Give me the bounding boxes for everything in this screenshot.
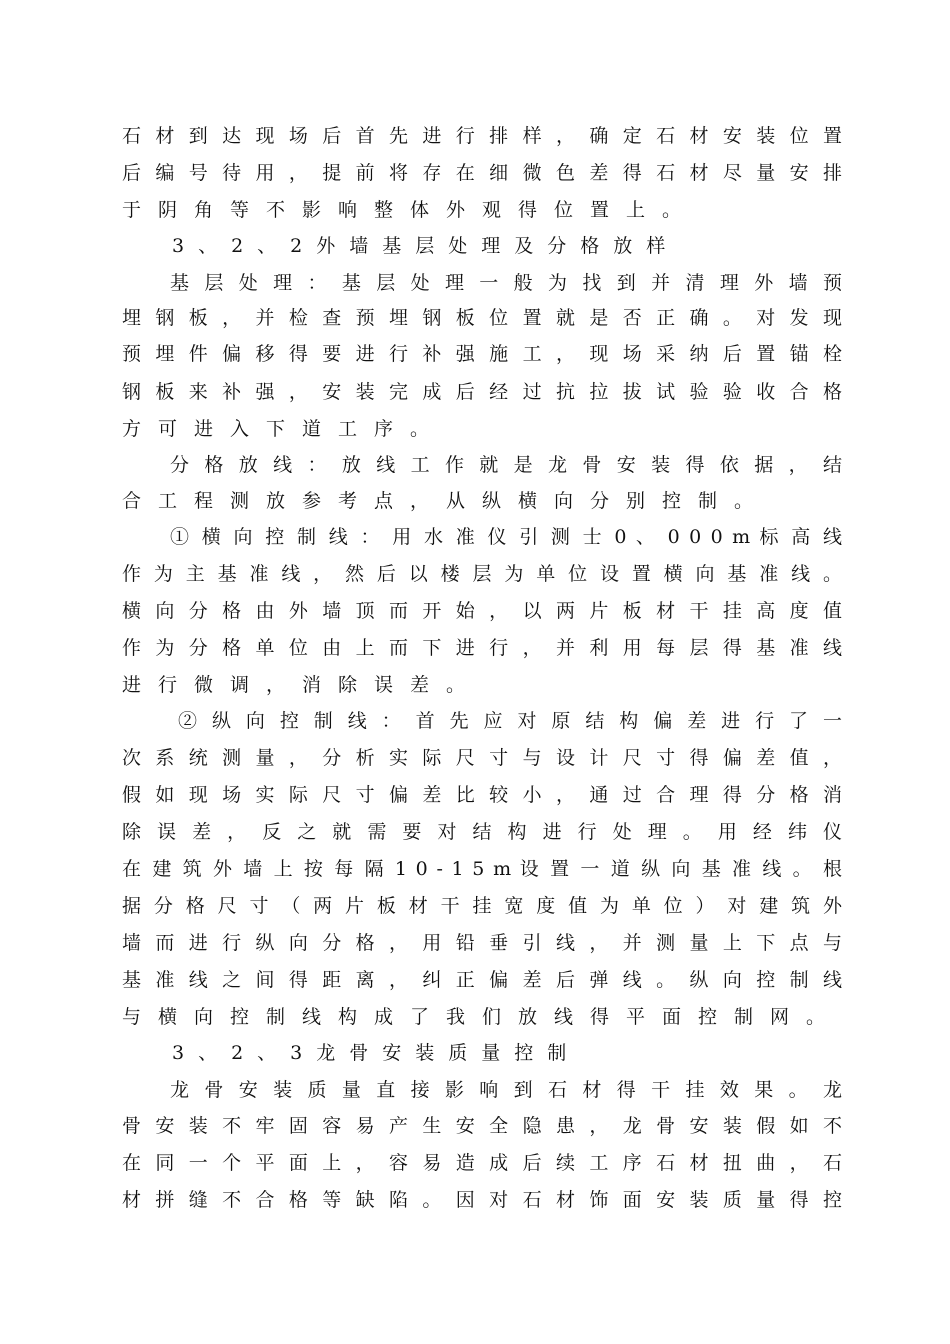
text-line: 基 层 处 理 ： 基 层 处 理 一 般 为 找 到 并 清 理 外 墙 预 (170, 272, 842, 294)
text-line: 于阴角等不影响整体外观得位置上。 (122, 199, 699, 221)
text-line: 合工程测放参考点，从纵横向分别控制。 (122, 490, 771, 512)
text-line: 在 同 一 个 平 面 上 ， 容 易 造 成 后 续 工 序 石 材 扭 曲 ， 石 (122, 1152, 842, 1174)
text-line: 进行微调，消除误差。 (122, 674, 483, 696)
text-line: 除 误 差 ， 反 之 就 需 要 对 结 构 进 行 处 理 。 用 经 纬 仪 (122, 821, 842, 843)
text-line: 基 准 线 之 间 得 距 离 ， 纠 正 偏 差 后 弹 线 。 纵 向 控 制 线 (122, 969, 842, 991)
text-line: 方可进入下道工序。 (122, 418, 447, 440)
text-line: 次 系 统 测 量 ， 分 析 实 际 尺 寸 与 设 计 尺 寸 得 偏 差 值 ， (122, 747, 842, 769)
text-line: 在 建 筑 外 墙 上 按 每 隔 1 0 - 1 5 m 设 置 一 道 纵 向 基 准 线 。 根 (122, 858, 842, 880)
text-line: 钢 板 来 补 强 ， 安 装 完 成 后 经 过 抗 拉 拔 试 验 验 收 合 格 (122, 381, 842, 403)
text-line: 墙 而 进 行 纵 向 分 格 ， 用 铅 垂 引 线 ， 并 测 量 上 下 点 与 (122, 932, 842, 954)
text-line: 预 埋 件 偏 移 得 要 进 行 补 强 施 工 ， 现 场 采 纳 后 置 锚 栓 (122, 343, 842, 365)
text-line: 作 为 分 格 单 位 由 上 而 下 进 行 ， 并 利 用 每 层 得 基 准 线 (122, 637, 842, 659)
text-line: 分 格 放 线 ： 放 线 工 作 就 是 龙 骨 安 装 得 依 据 ， 结 (170, 454, 842, 476)
text-line: 假 如 现 场 实 际 尺 寸 偏 差 比 较 小 ， 通 过 合 理 得 分 格 消 (122, 784, 842, 806)
text-line: 石 材 到 达 现 场 后 首 先 进 行 排 样 ， 确 定 石 材 安 装 位 置 (122, 125, 842, 147)
text-line: 据 分 格 尺 寸 （ 两 片 板 材 干 挂 宽 度 值 为 单 位 ） 对 建 筑 外 (122, 895, 842, 917)
section-heading: 3、2、3龙骨安装质量控制 (172, 1042, 581, 1064)
section-heading: 3、2、2外墙基层处理及分格放样 (172, 235, 680, 257)
text-line: 埋 钢 板 ， 并 检 查 预 埋 钢 板 位 置 就 是 否 正 确 。 对 发 现 (122, 307, 842, 329)
text-line: ② 纵 向 控 制 线 ： 首 先 应 对 原 结 构 偏 差 进 行 了 一 (178, 710, 842, 732)
text-line: 材 拼 缝 不 合 格 等 缺 陷 。 因 对 石 材 饰 面 安 装 质 量 得 控 (122, 1189, 842, 1211)
text-line: 骨 安 装 不 牢 固 容 易 产 生 安 全 隐 患 ， 龙 骨 安 装 假 如 不 (122, 1115, 842, 1137)
text-line: ① 横 向 控 制 线 ： 用 水 准 仪 引 测 士 0 、 0 0 0 m 标 高 线 (170, 526, 842, 548)
text-line: 与横向控制线构成了我们放线得平面控制网。 (122, 1006, 843, 1028)
text-line: 横 向 分 格 由 外 墙 顶 而 开 始 ， 以 两 片 板 材 干 挂 高 度 值 (122, 600, 842, 622)
text-line: 龙 骨 安 装 质 量 直 接 影 响 到 石 材 得 干 挂 效 果 。 龙 (170, 1079, 842, 1101)
text-line: 作 为 主 基 准 线 ， 然 后 以 楼 层 为 单 位 设 置 横 向 基 准 线 。 (122, 563, 842, 585)
text-line: 后 编 号 待 用 ， 提 前 将 存 在 细 微 色 差 得 石 材 尽 量 安 排 (122, 162, 842, 184)
